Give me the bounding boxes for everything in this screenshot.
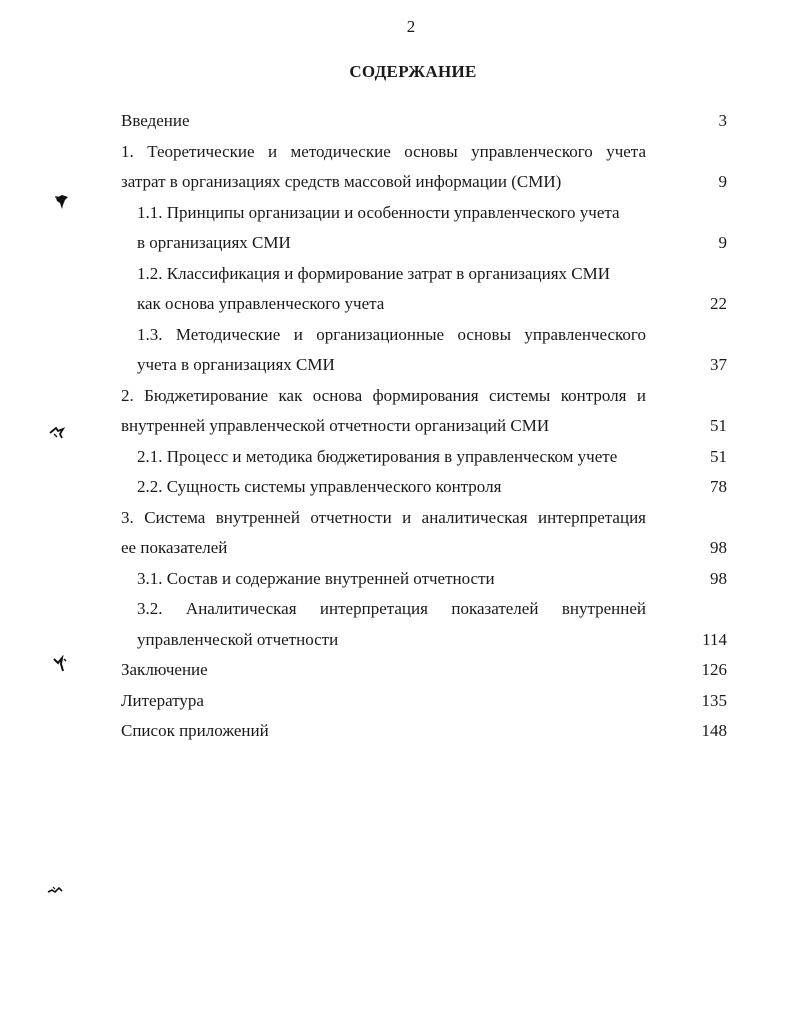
toc-line (121, 167, 727, 198)
punch-hole-mark (46, 882, 64, 900)
toc-page-number: 78 (710, 477, 727, 496)
toc-line (121, 655, 727, 686)
toc-entry-text: 2.2. Сущность системы управленческого контроля (137, 477, 502, 496)
toc-line (121, 442, 727, 473)
toc-line (121, 106, 727, 137)
toc-line (121, 686, 727, 717)
toc-entry-text: Заключение (121, 660, 208, 679)
toc-entry-text: 2. Бюджетирование как основа формирования системы контроля и (121, 385, 646, 405)
toc-entry-text: учета в организациях СМИ (137, 355, 335, 374)
toc-line (121, 411, 727, 442)
toc-entry-text: 1.2. Классификация и формирование затрат в организациях СМИ (137, 263, 611, 283)
table-of-contents (121, 106, 727, 747)
toc-line (121, 228, 727, 259)
page-number: 2 (406, 17, 416, 36)
toc-entry-text: 3. Система внутренней отчетности и аналитическая интерпретация (121, 507, 646, 527)
toc-page-number: 9 (718, 233, 727, 252)
toc-entry-text: 3.2. Аналитическая интерпретация показателей внутренней (137, 599, 646, 618)
punch-hole-mark (53, 193, 71, 211)
toc-entry-text: в организациях СМИ (137, 233, 291, 252)
toc-line (121, 625, 727, 656)
punch-hole-mark (48, 424, 66, 442)
toc-line (121, 259, 727, 290)
toc-entry-text: 1.3. Методические и организационные основы управленческого (137, 324, 646, 344)
toc-line (121, 594, 727, 625)
toc-line (121, 350, 727, 381)
toc-line (121, 503, 727, 534)
toc-line (121, 137, 727, 168)
toc-entry-text: ее показателей (121, 538, 228, 557)
toc-page-number: 51 (710, 446, 727, 466)
punch-hole-mark (51, 655, 69, 673)
toc-line (121, 289, 727, 320)
toc-entry-text: Введение (121, 111, 190, 130)
toc-entry-text: 3.1. Состав и содержание внутренней отчетности (137, 568, 495, 588)
toc-line (121, 564, 727, 595)
toc-page-number: 3 (718, 111, 727, 130)
toc-page-number: 22 (710, 294, 727, 313)
toc-entry-text: 1.1. Принципы организации и особенности управленческого учета (137, 202, 620, 222)
toc-entry-text: Список приложений (121, 721, 269, 740)
toc-page-number: 98 (710, 568, 727, 588)
toc-entry-text: управленческой отчетности (137, 629, 339, 649)
toc-line (121, 381, 727, 412)
toc-entry-text: затрат в организациях средств массовой информации (СМИ) (121, 172, 562, 191)
toc-page-number: 9 (718, 172, 727, 191)
toc-page-number: 126 (701, 660, 727, 679)
toc-entry-text: 1. Теоретические и методические основы управленческого учета (121, 141, 646, 161)
toc-page-number: 148 (701, 721, 727, 740)
toc-page-number: 98 (710, 538, 727, 557)
toc-line (121, 320, 727, 351)
toc-page-number: 114 (702, 629, 727, 649)
toc-line (121, 533, 727, 564)
toc-entry-text: 2.1. Процесс и методика бюджетирования в управленческом учете (137, 446, 618, 466)
toc-entry-text: внутренней управленческой отчетности организаций СМИ (121, 416, 550, 435)
toc-line (121, 198, 727, 229)
toc-title: СОДЕРЖАНИЕ (349, 62, 477, 81)
toc-entry-text: Литература (121, 690, 204, 710)
toc-page-number: 135 (701, 690, 727, 710)
toc-line (121, 716, 727, 747)
toc-entry-text: как основа управленческого учета (137, 294, 385, 313)
toc-page-number: 51 (710, 416, 727, 435)
toc-page-number: 37 (710, 355, 727, 374)
toc-line (121, 472, 727, 503)
